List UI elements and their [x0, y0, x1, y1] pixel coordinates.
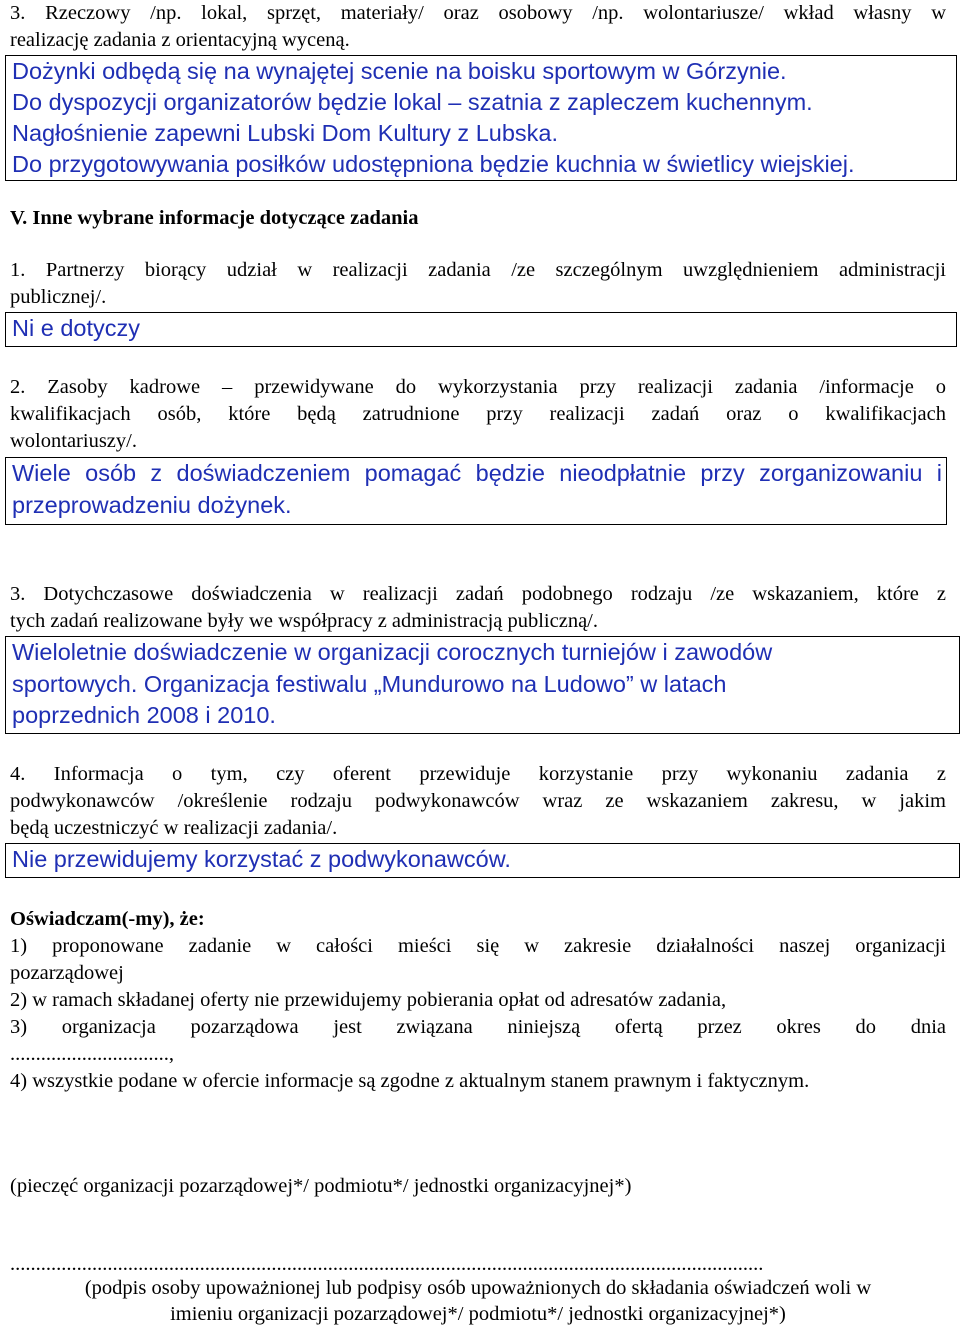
- declaration-line-3a: 3) organizacja pozarządowa jest związana niniejszą ofertą przez okres do dnia: [10, 1016, 946, 1038]
- item-4-question-line-3: będą uczestniczyć w realizacji zadania/.: [10, 817, 338, 839]
- item-3-question: [10, 581, 946, 635]
- stamp-caption-block: [10, 1173, 946, 1200]
- section-3-answer-line-1: Dożynki odbędą się na wynajętej scenie na boisku sportowym w Górzynie.: [12, 58, 787, 84]
- item-4-answer-box: [5, 843, 960, 878]
- signature-dots: ...................................................................................................................................................: [10, 1253, 764, 1275]
- section-3-heading-line-1: 3. Rzeczowy /np. lokal, sprzęt, materiały/ oraz osobowy /np. wolontariusze/ wkład własny w: [10, 2, 946, 24]
- item-3-question-line-1: 3. Dotychczasowe doświadczenia w realizacji zadań podobnego rodzaju /ze wskazaniem, które z: [10, 583, 946, 605]
- item-2-question-line-2: kwalifikacjach osób, które będą zatrudnione przy realizacji zadań oraz o kwalifikacjach: [10, 403, 946, 425]
- section-v-title-text: V. Inne wybrane informacje dotyczące zadania: [10, 207, 419, 229]
- signature-caption-line-1: (podpis osoby upoważnionej lub podpisy osób upoważnionych do składania oświadczeń woli w: [84, 1277, 872, 1299]
- item-3-answer-line-1: Wieloletnie doświadczenie w organizacji corocznych turniejów i zawodów: [12, 639, 773, 665]
- section-3-answer-line-2: Do dyspozycji organizatorów będzie lokal – szatnia z zapleczem kuchennym.: [12, 89, 813, 115]
- section-3-answer-box: [5, 55, 957, 181]
- item-1-question-line-1: 1. Partnerzy biorący udział w realizacji zadania /ze szczególnym uwzględnieniem administracji: [10, 259, 946, 281]
- item-2-question-line-3: wolontariuszy/.: [10, 430, 137, 452]
- item-2-question: [10, 374, 946, 455]
- declaration-line-3b: ...............................,: [10, 1043, 174, 1065]
- item-1-question: [10, 257, 946, 311]
- item-4-answer: Nie przewidujemy korzystać z podwykonawców.: [12, 846, 511, 872]
- stamp-caption: (pieczęć organizacji pozarządowej*/ podmiotu*/ jednostki organizacyjnej*): [10, 1175, 632, 1197]
- declaration-line-1b: pozarządowej: [10, 962, 124, 984]
- section-v-title: [10, 205, 946, 232]
- declaration-line-1a: 1) proponowane zadanie w całości mieści się w zakresie działalności naszej organizacji: [10, 935, 946, 957]
- declaration-section: [10, 906, 946, 1095]
- signature-caption-line-2: imieniu organizacji pozarządowej*/ podmiotu*/ jednostki organizacyjnej*): [170, 1303, 786, 1325]
- item-3-answer-line-3: poprzednich 2008 i 2010.: [12, 702, 276, 728]
- item-3-answer-box: [5, 636, 960, 734]
- section-3-heading-line-2: realizację zadania z orientacyjną wyceną.: [10, 29, 350, 51]
- section-3-answer-line-3: Nagłośnienie zapewni Lubski Dom Kultury z Lubska.: [12, 120, 559, 146]
- item-2-question-line-1: 2. Zasoby kadrowe – przewidywane do wykorzystania przy realizacji zadania /informacje o: [10, 376, 946, 398]
- item-4-question-line-2: podwykonawców /określenie rodzaju podwykonawców wraz ze wskazaniem zakresu, w jakim: [10, 790, 946, 812]
- item-1-answer-box: [5, 312, 957, 347]
- item-3-answer-line-2: sportowych. Organizacja festiwalu „Mundurowo na Ludowo” w latach: [12, 670, 727, 697]
- item-4-question-line-1: 4. Informacja o tym, czy oferent przewiduje korzystanie przy wykonaniu zadania z: [10, 763, 946, 785]
- declaration-line-4: 4) wszystkie podane w ofercie informacje są zgodne z aktualnym stanem prawnym i faktycznym.: [10, 1070, 810, 1092]
- signature-block: [10, 1253, 946, 1327]
- item-1-answer: Ni e dotyczy: [12, 315, 140, 341]
- item-2-answer-line-1: Wiele osób z doświadczeniem pomagać będzie nieodpłatnie przy zorganizowaniu i: [12, 460, 942, 486]
- item-2-answer-box: [5, 457, 947, 525]
- item-4-question: [10, 761, 946, 842]
- section-3-answer-line-4: Do przygotowywania posiłków udostępniona będzie kuchnia w świetlicy wiejskiej.: [12, 151, 855, 177]
- item-2-answer-line-2: przeprowadzeniu dożynek.: [12, 491, 292, 518]
- item-1-question-line-2: publicznej/.: [10, 286, 107, 308]
- item-3-question-line-2: tych zadań realizowane były we współpracy z administracją publiczną/.: [10, 610, 598, 632]
- section-3-heading: [10, 0, 946, 54]
- declaration-line-2: 2) w ramach składanej oferty nie przewidujemy pobierania opłat od adresatów zadania,: [10, 989, 727, 1011]
- declaration-title: Oświadczam(-my), że:: [10, 908, 205, 930]
